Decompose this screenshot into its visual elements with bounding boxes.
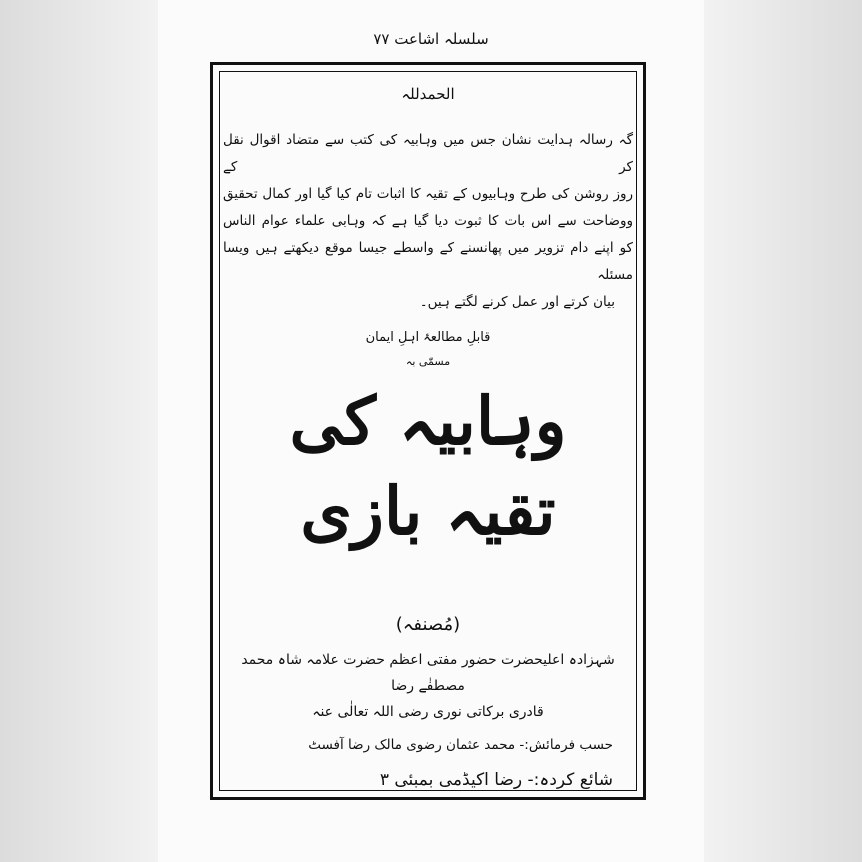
background-right	[704, 0, 862, 862]
publisher-line: شائع کردہ:- رضا اکیڈمی بمبئی ۳	[379, 770, 613, 790]
intro-paragraph	[223, 127, 633, 316]
musamma-label: مسمّٰی بہ	[405, 355, 451, 368]
intro-line: بیان کرتے اور عمل کرنے لگتے ہیں۔	[419, 294, 615, 310]
reader-note: قابلِ مطالعۂ اہلِ ایمان	[365, 330, 491, 345]
author-line: قادری برکاتی نوری رضی اللہ تعالٰی عنہ	[312, 704, 544, 720]
intro-line: روز روشن کی طرح وہابیوں کے تقیہ کا اثبات تام کیا گیا اور کمال تحقیق	[223, 186, 633, 202]
document-page	[158, 0, 704, 862]
frame-content	[223, 75, 633, 790]
intro-line: ووضاحت سے اس بات کا ثبوت دیا گیا ہے کہ وہابی علماء عوام الناس	[223, 213, 633, 229]
background-left	[0, 0, 158, 862]
title-frame	[210, 62, 646, 800]
request-line: حسب فرمائش:- محمد عثمان رضوی مالک رضا آفسٹ	[308, 737, 613, 753]
intro-line: گہ رسالہ ہدایت نشان جس میں وہابیہ کی کتب سے متضاد اقوال نقل کر کے	[223, 132, 633, 175]
intro-line: کو اپنے دام تزویر میں پھانسنے کے واسطے جیسا موقع دیکھتے ہیں ویسا مسئلہ	[223, 240, 633, 283]
book-title: وہابیہ کی تقیہ بازی	[289, 382, 567, 550]
series-number: سلسلہ اشاعت ۷۷	[373, 30, 489, 48]
top-heading: الحمدللہ	[401, 85, 455, 103]
author-line: شہزادہ اعلیحضرت حضور مفتی اعظم حضرت علامہ شاہ محمد مصطفٰے رضا	[241, 652, 615, 694]
author-label: (مُصنفہ)	[395, 614, 461, 635]
author-block	[223, 647, 633, 725]
